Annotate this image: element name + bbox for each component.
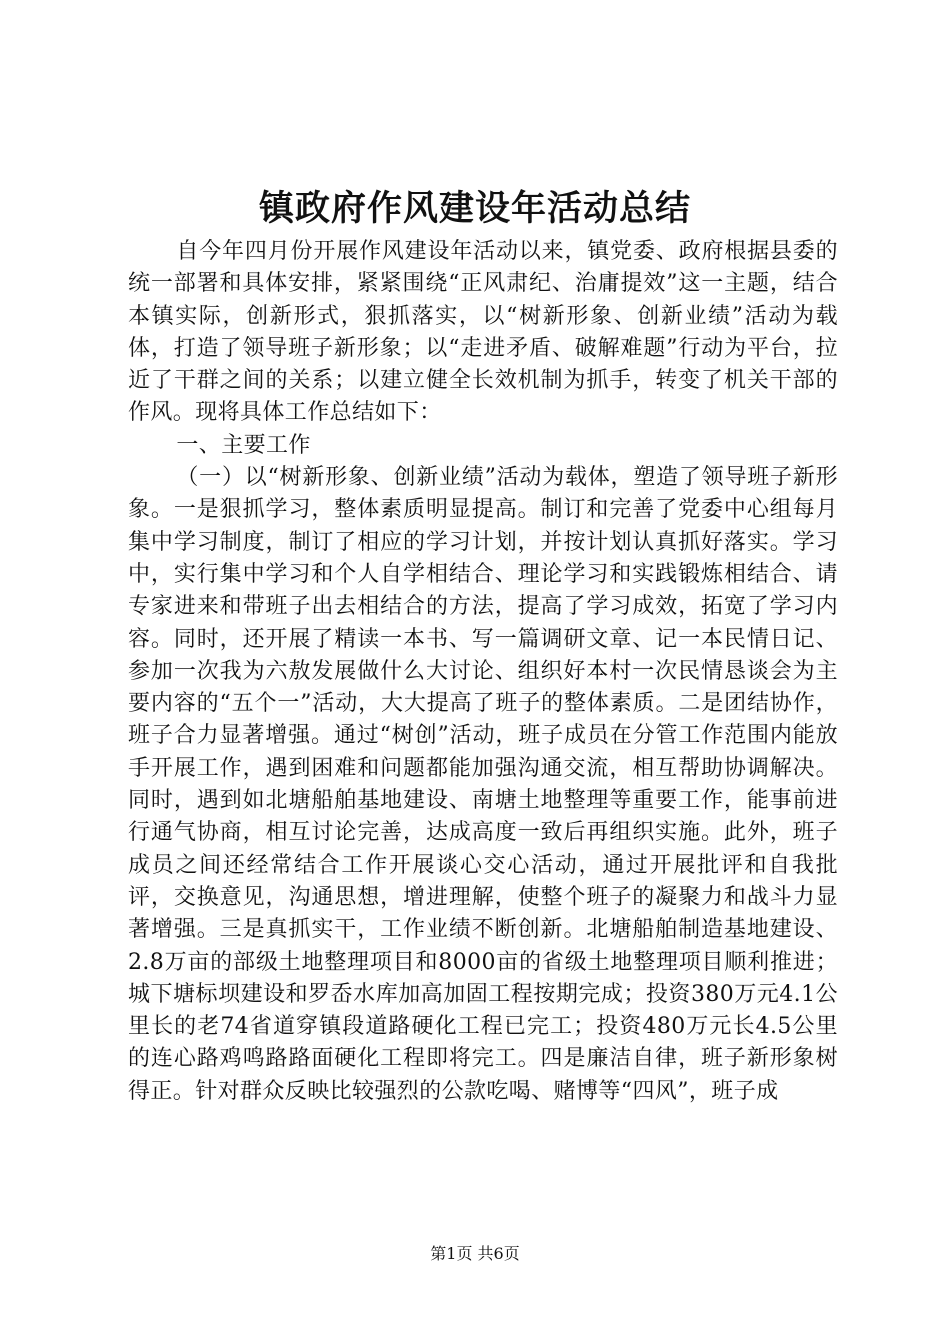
document-title: 镇政府作风建设年活动总结 (258, 188, 691, 229)
document-body (128, 236, 838, 1108)
section-heading: 一、主要工作 (176, 432, 311, 458)
page-footer: 第1页 共6页 (430, 1244, 520, 1263)
body-paragraph: （一）以“树新形象、创新业绩”活动为载体，塑造了领导班子新形象。一是狠抓学习，整体素质明显提高。制订和完善了党委中心组每月集中学习制度，制订了相应的学习计划，并按计划认真抓好落实。学习中，实行集中学习和个人自学相结合、理论学习和实践锻炼相结合、请专家进来和带班子出去相结合的方法，提高了学习成效，拓宽了学习内容。同时，还开展了精读一本书、写一篇调研文章、记一本民情日记、参加一次我为六敖发展做什么大讨论、组织好本村一次民情恳谈会为主要内容的“五个一”活动，大大提高了班子的整体素质。二是团结协作，班子合力显著增强。通过“树创”活动，班子成员在分管工作范围内能放手开展工作，遇到困难和问题都能加强沟通交流，相互帮助协调解决。同时，遇到如北塘船舶基地建设、南塘土地整理等重要工作，能事前进行通气协商，相互讨论完善，达成高度一致后再组织实施。此外，班子成员之间还经常结合工作开展谈心交心活动，通过开展批评和自我批评，交换意见，沟通思想，增进理解，使整个班子的凝聚力和战斗力显著增强。三是真抓实干，工作业绩不断创新。北塘船舶制造基地建设、2.8万亩的部级土地整理项目和8000亩的省级土地整理项目顺利推进；城下塘标坝建设和罗岙水库加高加固工程按期完成；投资380万元4.1公里长的老74省道穿镇段道路硬化工程已完工；投资480万元长4.5公里的连心路鸡鸣路路面硬化工程即将完工。四是廉洁自律，班子新形象树得正。针对群众反映比较强烈的公款吃喝、赌博等“四风”，班子成 (128, 465, 838, 1104)
intro-paragraph: 自今年四月份开展作风建设年活动以来，镇党委、政府根据县委的统一部署和具体安排，紧紧围绕“正风肃纪、治庸提效”这一主题，结合本镇实际，创新形式，狠抓落实，以“树新形象、创新业绩”活动为载体，打造了领导班子新形象；以“走进矛盾、破解难题”行动为平台，拉近了干群之间的关系；以建立健全长效机制为抓手，转变了机关干部的作风。现将具体工作总结如下： (128, 239, 838, 426)
